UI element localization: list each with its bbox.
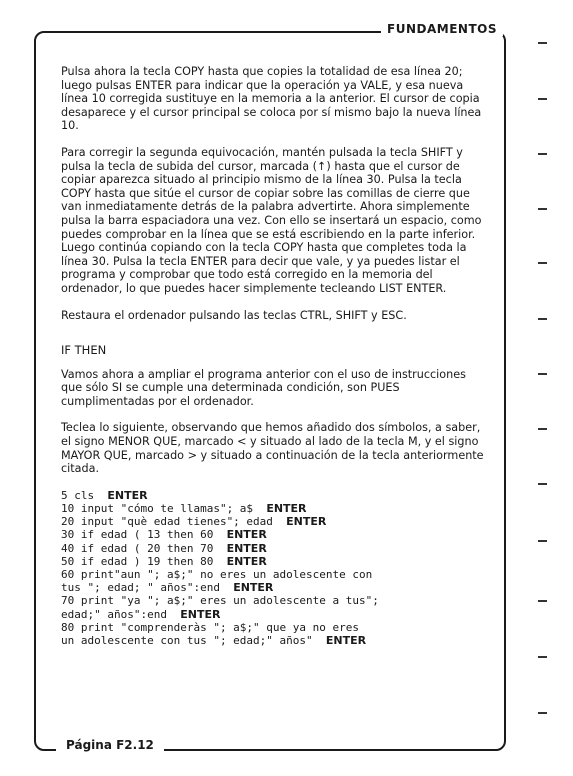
margin-tick	[538, 428, 547, 430]
code-listing	[61, 489, 486, 647]
margin-tick	[538, 208, 547, 210]
code-line: edad;" años":end ENTER	[61, 607, 221, 621]
code-line: 70 print "ya "; a$;" eres un adolescente a tus";	[61, 594, 379, 608]
page-number: Página F2.12	[56, 738, 164, 752]
code-line: tus "; edad; " años":end ENTER	[61, 581, 274, 595]
margin-tick	[538, 98, 547, 100]
paragraph-symbols: Teclea lo siguiente, observando que hemos añadido dos símbolos, a saber, el signo MENOR QUE, marcado < y situado al lado de la tecla M, y el signo MAYOR QUE, marcado > y situado a continuación de la tecla anteriormente citada.	[61, 421, 484, 476]
paragraph-restore: Restaura el ordenador pulsando las teclas CTRL, SHIFT y ESC.	[61, 308, 407, 322]
running-header: FUNDAMENTOS	[381, 22, 503, 36]
margin-tick	[538, 42, 547, 44]
paragraph-second-correction: Para corregir la segunda equivocación, mantén pulsada la tecla SHIFT y pulsa la tecla de subida del cursor, marcada (↑) hasta que el cursor de copiar aparezca situado al principio mismo de la línea 30. Pulsa la tecla COPY hasta que sitúe el cursor de copiar sobre las comillas de cierre que van inmediatamente detrás de la palabra advertirte. Ahora simplemente pulsa la barra espaciadora una vez. Con ello se insertará un espacio, como puedes comprobar en la línea que se está escribiendo en la parte inferior. Luego continúa copiando con la tecla COPY hasta que completes toda la línea 30. Pulsa la tecla ENTER para decir que vale, y ya puedes listar el programa y comprobar que todo está corregido en la memoria del ordenador, lo que puedes hacer simplemente tecleando LIST ENTER.	[61, 145, 482, 295]
code-line: 30 if edad ( 13 then 60 ENTER	[61, 528, 267, 542]
code-line: 10 input "cómo te llamas"; a$ ENTER	[61, 502, 307, 516]
paragraph-if-then-intro: Vamos ahora a ampliar el programa anterior con el uso de instrucciones que sólo SI se cumple una determinada condición, son PUES cumplimentadas por el ordenador.	[61, 367, 466, 408]
margin-tick	[538, 483, 547, 485]
code-line: 80 print "comprenderàs "; a$;" que ya no eres	[61, 620, 360, 634]
margin-tick	[538, 153, 547, 155]
margin-tick	[538, 318, 547, 320]
code-line: 5 cls ENTER	[61, 488, 148, 502]
paragraph-copy-line: Pulsa ahora la tecla COPY hasta que copies la totalidad de esa línea 20; luego pulsas ENTER para indicar que la operación ya VALE, y esa nueva línea 10 corregida sustituye en la memoria a la anterior. El cursor de copia desaparece y el cursor principal se coloca por sí mismo bajo la nueva línea 10.	[61, 65, 482, 133]
page-content	[61, 65, 486, 647]
margin-tick	[538, 600, 547, 602]
margin-tick	[538, 540, 547, 542]
code-line: 50 if edad ) 19 then 80 ENTER	[61, 554, 267, 568]
code-line: 60 print"aun "; a$;" no eres un adolescente con	[61, 568, 373, 582]
section-title: IF THEN	[61, 343, 107, 358]
code-line: 20 input "què edad tienes"; edad ENTER	[61, 515, 327, 529]
code-line: un adolescente con tus "; edad;" años" ENTER	[61, 634, 367, 648]
margin-tick	[538, 262, 547, 264]
code-line: 40 if edad ( 20 then 70 ENTER	[61, 541, 267, 555]
margin-tick	[538, 712, 547, 714]
margin-tick	[538, 656, 547, 658]
margin-tick	[538, 373, 547, 375]
